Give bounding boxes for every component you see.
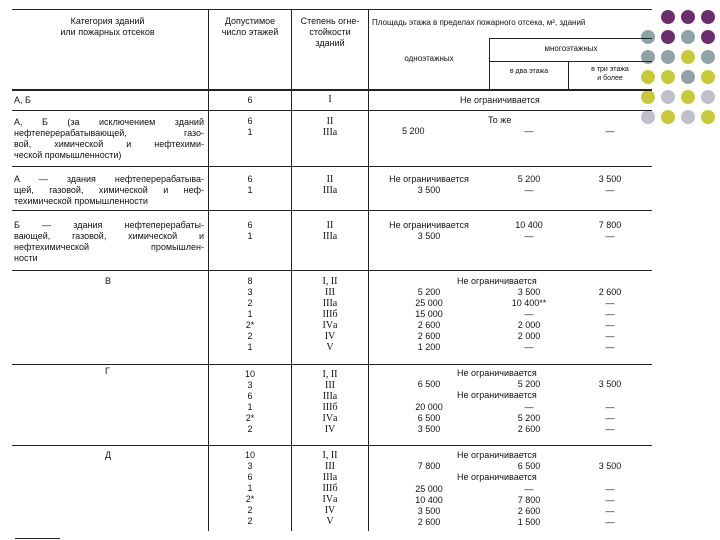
row-floors-value: 2* [245,320,255,330]
row-category: Г [105,366,110,376]
decorative-dot [661,110,675,124]
row-floors-value: 2 [247,516,253,526]
row-resistance-value: IIIа [322,472,338,483]
row-single-value: 5 200 [417,287,441,297]
row-floors-value: 2 [247,331,253,341]
decorative-dot [661,70,675,84]
decorative-dot [681,10,695,24]
row-two-value: — [524,342,534,352]
row-category: А, Б [14,95,31,105]
row-single: 7 800 [417,461,441,471]
row-single [370,174,488,196]
row-span-text-2: Не ограничивается [457,390,537,400]
row-three [569,287,651,353]
row-two-value: 10 400 [515,220,543,230]
row-two: 6 500 [517,461,541,471]
row-single: 6 500 [417,379,441,389]
header-category-line: Категория зданий [70,16,145,26]
row-category [14,117,204,161]
row-single-value: 1 200 [417,342,441,352]
row-two [490,287,568,353]
row-single-value: 3 500 [417,185,441,195]
row-three-value: — [605,484,615,494]
row-floors-value: 8 [247,276,253,286]
row-span-text: То же [488,115,512,125]
row-two-value: — [524,309,534,319]
decorative-dot [661,30,675,44]
row-single-value: 3 500 [417,231,441,241]
row-resistance [292,276,368,353]
row-category: Д [105,450,112,460]
header-category [20,16,195,38]
decorative-dot [661,90,675,104]
row-span-text: Не ограничивается [457,368,537,378]
decorative-dot [681,90,695,104]
row-three: — [605,126,615,136]
row-floors-value: 1 [247,402,253,412]
header-floors-line: число этажей [221,27,279,37]
row-three-value: — [605,424,615,434]
row-two-value: — [524,402,534,412]
row-two-value: 7 800 [517,495,541,505]
header-multi-storey: многоэтажных [544,44,598,53]
row-floors: 6 [247,95,253,105]
row-floors-value: 6 [247,472,253,482]
decorative-dot [701,110,715,124]
row-single-value: Не ограничивается [389,174,469,184]
header-resistance-line: зданий [315,38,345,48]
decorative-dot [641,90,655,104]
row-two-value: 10 400** [511,298,547,308]
row-floors-value: 2 [247,505,253,515]
row-floors-value: 2 [247,424,253,434]
row-category-line: техимической промышленности [14,196,148,206]
header-resistance-line: Степень огне- [300,16,360,26]
row-resistance-value: IIIб [322,402,338,413]
header-three-plus-line: в три этажа [591,66,629,73]
row-resistance-value: V [326,342,334,353]
row-category-line: вой, химической и нефтехими- [14,139,204,149]
row-two-value: 5 200 [517,413,541,423]
row-category [14,220,204,264]
row-resistance-value: IVа [322,494,338,505]
row-floors-value: 6 [247,116,253,126]
row-single-value: 20 000 [415,402,443,412]
row-two-value: 2 000 [517,320,541,330]
row-two-value: — [524,185,534,195]
row-floors [210,276,290,353]
header-two-storey: в два этажа [509,68,549,75]
row-floors-value: 2* [245,494,255,504]
decorative-dot [701,50,715,64]
row-resistance-value: III [325,287,335,298]
row-resistance-value: IVа [322,413,338,424]
row-resistance-value: IIIа [322,391,338,402]
row-single-value: 10 400 [415,495,443,505]
row-two-value: 2 000 [517,331,541,341]
row-resistance-value: II [326,174,334,185]
row-resistance-value: II [326,220,334,231]
row-resistance-value: IIIа [322,231,338,242]
row-resistance [292,116,368,138]
row-floors [210,220,290,242]
row-floors-value: 6 [247,174,253,184]
row-resistance-value: I, II [322,276,338,287]
header-floors [210,16,290,38]
row-three [569,220,651,242]
row-resistance-value: IIIб [322,309,338,320]
row-category-line: А — здания нефтеперерабатыва- [14,174,204,184]
decorative-dot [661,50,675,64]
row-two [490,402,568,435]
row-three [569,484,651,528]
row-category [14,174,204,207]
header-area: Площадь этажа в пределах пожарного отсека, м², зданий [372,18,586,27]
decorative-dot [641,110,655,124]
row-three-value: — [605,402,615,412]
row-span-text-2: Не ограничивается [457,472,537,482]
decorative-dot [681,30,695,44]
row-single-value: 25 000 [415,484,443,494]
row-category: В [105,276,112,286]
decorative-dot [641,30,655,44]
row-resistance-value: IV [324,505,336,516]
row-floors-value: 3 [247,461,253,471]
row-two-value: — [524,484,534,494]
decorative-dot [681,110,695,124]
row-three-value: — [605,506,615,516]
row-resistance-value: IVа [322,320,338,331]
row-three-value: — [605,309,615,319]
row-span-text: Не ограничивается [457,450,537,460]
row-resistance-value: IIIа [322,127,338,138]
row-category-line: вающей, газовой, химической и [14,231,204,241]
row-two-value: 3 500 [517,287,541,297]
row-single: 5 200 [402,126,425,136]
row-resistance [292,450,368,527]
row-single-value: 3 500 [417,506,441,516]
row-single-value: 2 600 [417,517,441,527]
row-single [370,402,488,435]
row-floors [210,116,290,138]
row-floors-value: 1 [247,309,253,319]
row-floors-value: 6 [247,220,253,230]
row-floors-value: 10 [244,369,255,379]
row-three: 3 500 [598,379,622,389]
row-resistance-value: IIIа [322,298,338,309]
row-single [370,220,488,242]
row-resistance-value: III [325,380,335,391]
row-two-value: 2 600 [517,424,541,434]
row-category-line: ческой промышленности) [14,150,122,160]
row-single-value: 3 500 [417,424,441,434]
row-floors-value: 10 [244,450,255,460]
row-three [569,174,651,196]
decorative-dot [661,10,675,24]
row-floors-value: 6 [247,391,253,401]
row-floors-value: 2* [245,413,255,423]
row-category-line: нефтехимической промышлен- [14,242,204,252]
row-floors-value: 1 [247,185,253,195]
row-floors-value: 3 [247,380,253,390]
row-two: — [524,126,534,136]
row-category-line: нефтеперерабатывающей, газо- [14,128,204,138]
row-resistance-value: IV [324,424,336,435]
row-floors [210,369,290,435]
row-two-value: — [524,231,534,241]
row-floors-value: 1 [247,342,253,352]
row-two [490,174,568,196]
row-resistance-value: I, II [322,369,338,380]
row-span-text: Не ограничивается [457,276,537,286]
row-floors-value: 2 [247,298,253,308]
header-floors-line: Допустимое [224,16,276,26]
row-resistance: I [328,94,332,105]
row-category-line: ности [14,253,38,263]
row-three-value: — [605,185,615,195]
decorative-dot [701,90,715,104]
row-resistance [292,174,368,196]
row-three-value: — [605,231,615,241]
row-two-value: 1 500 [517,517,541,527]
row-resistance-value: IIIа [322,185,338,196]
row-floors-value: 1 [247,127,253,137]
row-two-value: 5 200 [517,174,541,184]
decorative-dot [701,10,715,24]
row-category-line: щей, газовой, химической и неф- [14,185,204,195]
row-resistance-value: III [325,461,335,472]
row-floors [210,450,290,527]
row-three-value: — [605,331,615,341]
row-single-value: 2 600 [417,331,441,341]
row-two [490,484,568,528]
row-two-value: 2 600 [517,506,541,516]
row-three-value: — [605,320,615,330]
decorative-dot [681,50,695,64]
row-floors-value: 1 [247,483,253,493]
row-two: 5 200 [517,379,541,389]
row-resistance-value: V [326,516,334,527]
row-single-value: Не ограничивается [389,220,469,230]
row-resistance-value: IIIб [322,483,338,494]
row-category-line: А, Б (за исключением зданий [14,117,204,127]
decorative-dot [701,70,715,84]
decorative-dot [701,30,715,44]
header-fire-resistance [292,16,368,49]
row-single-value: 25 000 [415,298,443,308]
row-floors-value: 3 [247,287,253,297]
row-single-value: 15 000 [415,309,443,319]
row-floors-value: 1 [247,231,253,241]
row-three-value: — [605,342,615,352]
row-three [569,402,651,435]
row-three-value: 3 500 [598,174,622,184]
row-three-value: — [605,517,615,527]
row-category-line: Б — здания нефтеперерабаты- [14,220,204,230]
row-three-value: — [605,413,615,423]
row-resistance [292,369,368,435]
row-three-value: 7 800 [598,220,622,230]
row-floors [210,174,290,196]
row-resistance-value: II [326,116,334,127]
header-three-plus [569,65,651,83]
header-single-storey: одноэтажных [404,54,454,63]
row-single [370,287,488,353]
row-single-value: 2 600 [417,320,441,330]
row-resistance-value: I, II [322,450,338,461]
row-span-text: Не ограничивается [460,95,540,105]
row-resistance [292,220,368,242]
row-two [490,220,568,242]
row-resistance-value: IV [324,331,336,342]
header-resistance-line: стойкости [309,27,351,37]
row-three: 3 500 [598,461,622,471]
header-three-plus-line: и более [597,75,623,82]
decorative-dot [681,70,695,84]
row-three-value: — [605,495,615,505]
row-single-value: 6 500 [417,413,441,423]
row-three-value: 2 600 [598,287,622,297]
row-single [370,484,488,528]
header-category-line: или пожарных отсеков [60,27,155,37]
row-three-value: — [605,298,615,308]
